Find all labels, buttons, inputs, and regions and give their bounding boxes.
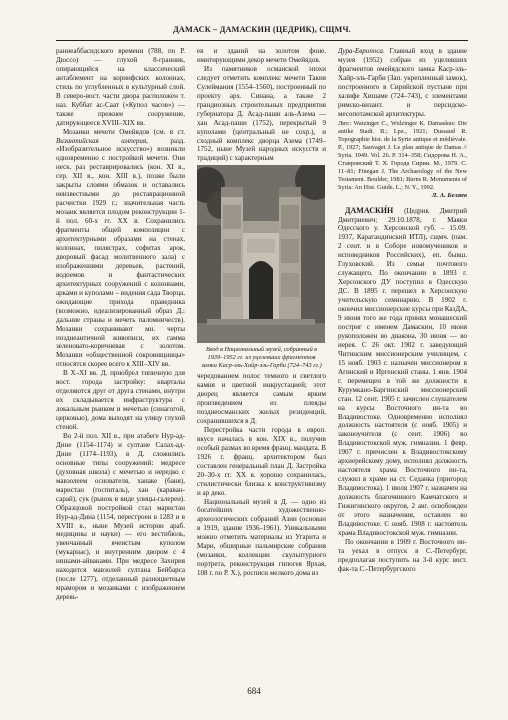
article-author: Л. А. Беляев <box>431 191 467 199</box>
paragraph: Во 2-й пол. XII в., при атабеге Нур-ад-Дине (1154–1174) и султане Салах-ад-Дине (1174–1193), в Д. сложились основные типы сооружений: медресе (духовная школа) с мечетью и нередко с мавзолеем основателя, ханаке (баня), маристан (госпиталь), хан (караван-сарай), сук (рынок в виде улицы-галереи). Образцовой постройкой стал маристан Нур-ад-Дина (1154, перестроен в 1283 и в XVIII в., ныне Музей истории араб. медицины и науки) — его вестибюль, увенчанный ячеистым куполом (мукарнас), и внутренним двором с 4 нишами-айванами. При медресе Захирия находится мавзолей султана Бейбарса (после 1277), отделанный разноцветным мрамором и мозаиками с изображением деревь- <box>56 431 185 602</box>
text-run: . Главный вход в здание музея (1952) собран из уцелевших фрагментов омейядского замка Каср-эль-Хайр-эль-Гарби (Зап. укрепленный замок), построенного в Сирийской пустыне при халифе Хишаме (724–743), с элементами римско-визант. и персидско-месопотамской архитектуры. <box>338 47 467 118</box>
paragraph <box>338 47 467 119</box>
text-run: Мозаики мечети Омейядов (см. в ст. <box>63 127 185 136</box>
cross-reference: Византийская империя <box>56 136 147 145</box>
paragraph: Из памятников османской эпохи следует отметить комплекс мечети Такия Сулеймания (1554–1560), построенный по проекту арх. Синана, а также 2 грандиозных строительных предприятия губернатора Д. Асад-паши аль-Азема — хан Асад-паши (1752), перекрытый 9 куполами (центральный не сохр.), и сходный комплекс дворца Азема (1749–1752, ныне Музей народных искусств и традиций) с характерным <box>197 64 326 163</box>
paragraph: Национальный музей в Д. — одно из богатейших художественно-археологических собраний Азии (основан в 1919, здание 1936–1961). Уникальными можно отметить материалы из Угарита и Мари, обширные пальмирские собрания (мозаики, коллекции скульптурного портрета, реконструкция гипогея Ярхая, 108 г. по Р. Х.), росписи мелкого дома из <box>197 497 326 578</box>
entry-text: (Цедрик Дмитрий Дмитриевич; 29.10.1878, г. Маяки Одесского у. Херсонской губ. – 15.09. 1937, Карагандинский ИТЛ), сщмч. (пам. 2 сент. и в Соборе новомучеников и исповедников Российских), еп. бывш. Глуховский. Из семьи почтового служащего. По окончании в 1893 г. Херсонского ДУ поступил в Одесскую ДС. В 1895 г. перешел в Херсонскую учительскую семинарию. В 1902 г. окончил миссионерские курсы при КазДА, 9 июня того же года принял монашеский постриг с именем Дамаскин, 10 июня рукоположен во диакона, 30 июня — во иерея. С 26 окт. 1902 г. заведующий Читинским миссионерским училищем, с 15 нояб. 1903 г. назначен миссионером в Агинский и Иргенский станы. 1 янв. 1904 г. перемещен в той же должности в Курумкано-Баргинский миссионерский стан. 12 сент. 1905 г. зачислен слушателем на курсы Восточного ин-та во Владивостоке. Одновременно исполнял должность настоятеля (с нояб. 1905) и законоучителя (с сент. 1906) во Владивостокской муж. гимназии. 1 февр. 1907 г. причислен к Владивостокскому архиерейскому дому, исполнял должность настоятеля храма Восточного ин-та, служил в храме на ст. Седанка (пригород Владивостока). 1 июля 1907 г. назначен на должность благочинного Камчатского и Гижигинского округов, 2 авг. освобожден от этого назначения, оставлен во Владивостоке. С нояб. 1908 г. настоятель храма Владивостокской муж. гимназии. <box>338 206 467 537</box>
cross-reference: Дура-Европоса <box>338 47 383 55</box>
text-run: , разд. «Изобразительное искусство») возникли одновременно с постройкой мечети. Они неск. раз реставрировались (кон. XI в., сер. XII в., кон. XIII в.), позже были закрыты слоями обмазок и оставались неизвестными до реставрационной расчистки 1929 г.; значительная часть мозаик является плодом реконструкции 1-й пол. 60-х гг. XX в. Сохранились фрагменты общей композиции с архитектурными образами на стенах, колоннах, пилястрах, софитах арок, дворовый фасад молитвенного зала) с изображениями деревьев, растений, водоемов и фантастических архитектурных сооружений с колоннами, арками и куполами – видения сада Творца, ожидающие прихода праведника (возможно, идеализированный образ Д.: дальние страны и мечеть паломничеств). Мозаики сохранивают мн. черты позднеантичной живописи, их гамма зеленовато-коричневая с золотом. Мозаики «общественной сокровищницы» относятся скорее всего к XIII–XIV вв. <box>56 136 185 369</box>
running-header: ДАМАСК – ДАМАСКИН (ЦЕДРИК), СЩМЧ. <box>173 25 351 34</box>
paragraph: В X–XI вв. Д. приобрел типичную для вост. города застройку: кварталы отделяются друг от друга стенами, внутри их складывается инфраструктура с локальным рынком и мечетью (синагогой, церковью), дома выходят на улицу глухой стеной. <box>56 369 185 432</box>
photo-caption: Вход в Национальный музей, собранный в 1939–1952 гг. из уцелевших фрагментов замка Каср-эль-Хайр-эль-Гарби (724–743 гг.) <box>201 346 322 369</box>
entry-paragraph <box>338 207 467 538</box>
paragraph: чередованием полос темного и светлого камня и цветной инкрустацией; этот дворец является самым ярким произведением из плеяды позднеосманских жилых резиденций, сохранившихся в Д. <box>197 372 326 425</box>
photo-illustration <box>197 165 325 343</box>
column-2 <box>197 47 326 667</box>
paragraph: По окончании в 1909 г. Восточного ин-та уехал в отпуск в С.-Петербург, предполагая поступить на 3-й курс вост. фак-та С.-Петербургского <box>338 537 467 573</box>
column-1 <box>56 47 185 667</box>
figure <box>197 165 326 369</box>
paragraph: ев и зданий на золотом фоне, имитирующими декор мечети Омейядов. <box>197 47 326 64</box>
page-number: 684 <box>247 686 261 696</box>
header-rule <box>56 40 468 41</box>
paragraph: Перестройка части города в европ. вкусе началась в кон. XIX в., получив особый размах во время франц. мандата. В 1926 г. франц. архитектором был составлен генеральный план Д. Застройка 20–30-х гг. XX в. хорошо сохранилась, стилистически близка к конструктивизму и ар деко. <box>197 425 326 497</box>
entry-headword: ДАМАСКИ́Н <box>345 205 394 215</box>
literature-list: Лит.: Watzinger C., Wulzinger K. Damaskus: Die antike Stadt. B.; Lpz., 1921; Dussaud R. Topographie hist. de la Syrie antique et médiévale. P., 1927; Sauvaget J. Le plan antique de Damas // Syria. 1949. Vol. 26. P. 314–358; Сидорова Н. А., Ставровский Т. Х. Города Сирии. М., 1979. С. 11–81; Finegan J. The Archaeology of the New Testament. Boulder, 1981; Burns R. Monuments of Syria: An Hist. Guide. L.; N. Y., 1992. <box>338 119 467 191</box>
paragraph <box>56 128 185 370</box>
paragraph: раннеаббасидского времени (788, по Р. Дюссо) — глухой 8-гранник, опирающийся на классический антаблемент на коринфских колоннах, стиль по углубленных в культурный слой. В северо-вост. части двора расположен т. наз. Куббат ас-Саат («Купол часов») — также прежнее сооружение, датирующееся XVIII–XIX вв. <box>56 47 185 127</box>
column-3 <box>338 47 467 667</box>
museum-entrance-photo <box>197 165 325 343</box>
